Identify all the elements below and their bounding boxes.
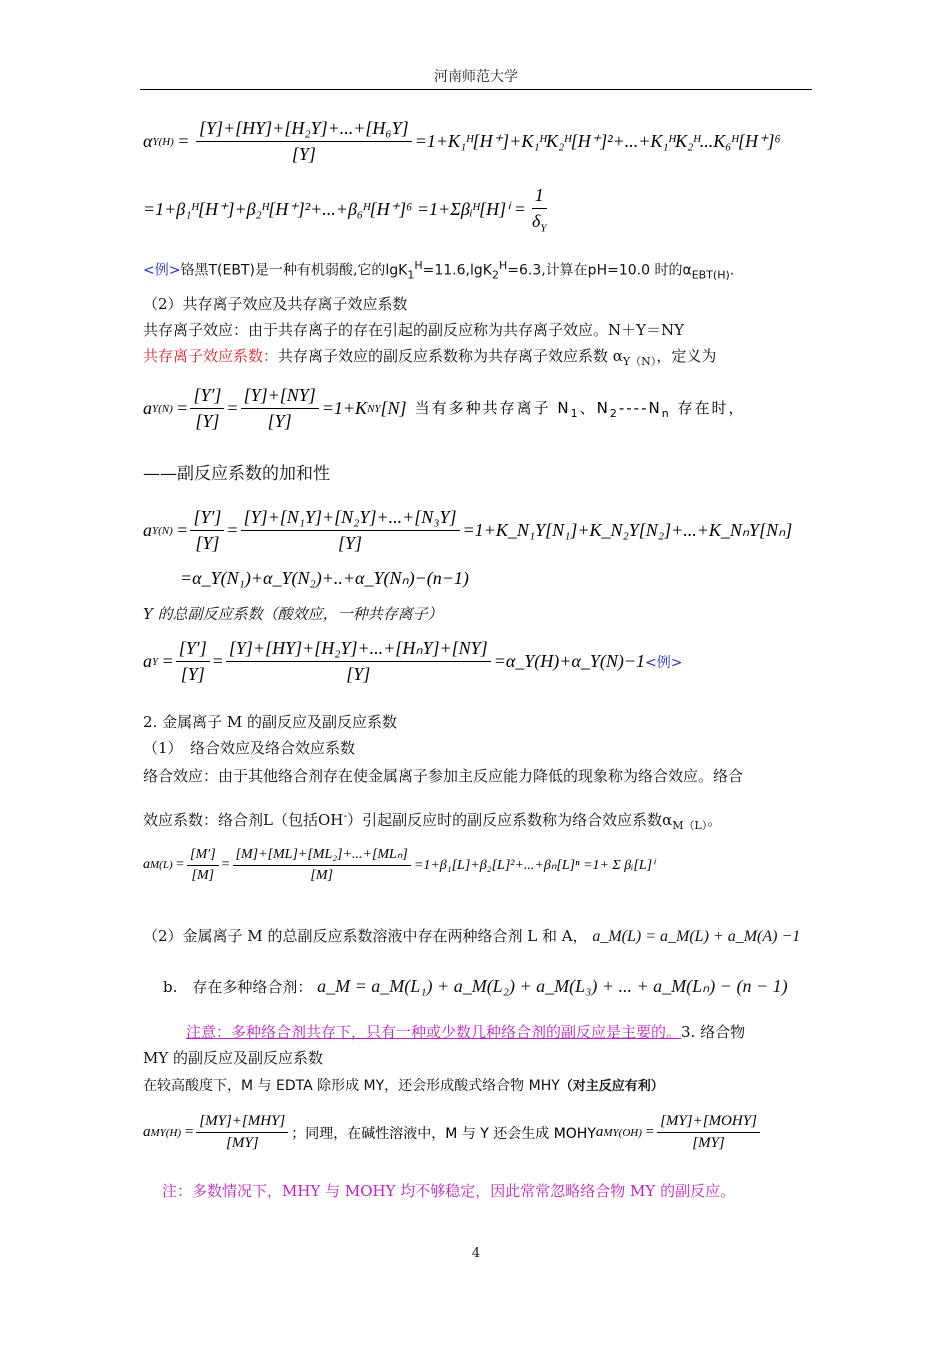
text: 、 [579,399,597,417]
subscript: 1 [407,268,415,282]
definition-complex-line2 [143,806,722,836]
fraction [196,1113,288,1152]
section-heading-complex-effect: （1） 络合效应及络合效应系数 [143,739,356,757]
formula-inline: a_M(L) = a_M(L) + a_M(A) −1 [592,928,801,945]
fraction [196,118,412,165]
denominator: [M] [191,867,215,883]
formula-beta-sum [143,185,552,235]
subscript: MY(OH) [603,1126,642,1139]
numerator: [Y]+[N₁Y]+[N₂Y]+...+[N₃Y] [241,507,460,531]
text: . [729,262,735,279]
definition-complex-line1: 络合效应：由于其他络合剂存在使金属离子参加主反应能力降低的现象称为络合效应。络合 [143,767,744,785]
subscript: Y(N) [152,524,173,537]
fraction [176,638,210,685]
additivity-heading: ——副反应系数的加和性 [143,464,330,484]
term-label: 共存离子效应系数： [143,347,279,365]
subscript: NY [367,402,381,415]
subscript: Y(N) [152,402,173,415]
formula-alpha-yn-multi: a Y(N) = $\frac{[Y']}{[Y]}$ = $\frac{\text{[Y]+[N₁Y]+[N₂Y]+...+[N₃Y]}}{[Y]}$ =1+K_N₁Y[N₁]+K_N₂Y[N₂]+...+K_NₙY[Nₙ] [143,507,793,553]
superscript: H [414,259,423,272]
text: 铬黑T(EBT)是一种有机弱酸,它的lgK [180,262,408,279]
denominator: [Y] [267,411,292,431]
fraction [187,847,219,884]
symbol-alpha: α [143,131,153,151]
superscript: - [343,809,348,822]
superscript: H [498,259,508,272]
formula-rhs: =α_Y(H)+α_Y(N)−1 [493,651,646,671]
formula-alpha-yh: α Y(H) = $\frac{\text{[Y]+[HY]+[H₂Y]+...+[H₆Y]}}{[Y]}$ =1+K₁ᴴ[H⁺]+K₁ᴴK₂ᴴ[H⁺]²+...+K₁ᴴK₂ᴴ...K₆ᴴ[H⁺]⁶ [143,118,781,164]
denominator: [Y] [195,411,220,431]
subscript: 2 [491,268,499,282]
fraction [190,507,224,554]
acid-complex-text [143,1076,664,1097]
note-text: 注意：多种络合剂共存下，只有一种或少数几种络合剂的副反应是主要的。 [186,1023,682,1041]
numerator: [Y]+[HY]+[H₂Y]+...+[HₙY]+[NY] [226,638,491,662]
fraction [529,185,550,235]
text: 共存离子效应的副反应系数称为共存离子效应系数 α [278,347,623,365]
symbol-a: a [143,857,150,872]
subscript: EBT(H) [691,268,730,282]
text: 在较高酸度下，M 与 EDTA 除形成 MY，还会形成酸式络合物 MHY [143,1078,560,1094]
subscript: n [661,407,671,420]
total-coefficient-title: Y 的总副反应系数（酸效应，一种共存离子） [143,605,443,623]
formula-rhs: =1+β₁[L]+β₂[L]²+...+βₙ[L]ⁿ =1+ Σ βᵢ[L]ⁱ [413,857,655,873]
section-heading-metal: 2. 金属离子 M 的副反应及副反应系数 [143,713,397,731]
denominator: [Y] [338,533,363,553]
formula-rhs: =1+K_N₁Y[N₁]+K_N₂Y[N₂]+...+K_NₙY[Nₙ] [462,520,793,540]
text: 3. 络合物 [681,1023,746,1041]
denominator: [Y] [195,533,220,553]
numerator: [M]+[ML]+[ML₂]+...+[MLₙ] [233,846,411,866]
formula-rhs: =1+K₁ᴴ[H⁺]+K₁ᴴK₂ᴴ[H⁺]²+...+K₁ᴴK₂ᴴ...K₆ᴴ[H⁺]⁶ [414,131,781,151]
section-heading-coexist: （2）共存离子效应及共存离子效应系数 [143,295,408,313]
ion-label: N [557,399,571,417]
denominator: [M] [310,868,333,883]
symbol-a: a [143,651,152,671]
symbol-a: a [143,1124,151,1140]
subscript: 1 [570,407,580,420]
fraction [190,385,224,432]
definition-coexist: 共存离子效应：由于共存离子的存在引起的副反应称为共存离子效应。N＋Y＝NY [143,321,685,339]
fraction [657,1113,760,1152]
text: b. 存在多种络合剂： [163,978,313,996]
final-note: 注：多数情况下，MHY 与 MOHY 均不够稳定，因此常常忽略络合物 MY 的副反应。 [162,1182,736,1200]
numerator: [M′] [187,847,219,866]
numerator: 1 [532,185,547,209]
numerator: [Y′] [176,638,210,662]
subscript: Y(H) [152,135,174,148]
section-heading-my: MY 的副反应及副反应系数 [143,1049,324,1067]
formula-alpha-yn: a Y(N) = $\frac{[Y']}{[Y]}$ = $\frac{[Y]+[NY]}{[Y]}$ =1+K NY [N] 当有多种共存离子 $N_1$、$N_2----N_n$ 存在时， [143,385,746,431]
formula-alpha-y-total: a Y = $\frac{[Y']}{[Y]}$ = $\frac{\text{[Y]+[HY]+[H₂Y]+...+[HₙY]+[NY]}}{[Y]}$ =α_Y(H)+α_Y(N)−1 <例> [143,638,683,684]
header-divider [140,89,812,90]
example-link[interactable]: <例> [645,654,683,671]
example-link[interactable]: <例> [143,262,181,279]
page-number: 4 [471,1246,481,1261]
formula-text: =1+β₁ᴴ[H⁺]+β₂ᴴ[H⁺]²+...+β₆ᴴ[H⁺]⁶ =1+Σβᵢᴴ[H]ⁱ = [143,199,526,220]
symbol-a: a [595,1124,604,1140]
ion-label: N [596,399,610,417]
fraction [233,846,411,884]
denominator: [Y] [291,144,316,164]
text: 当有多种共存离子 [414,399,551,417]
text: 效应系数：络合剂L（包括OH [143,811,344,829]
formula-inline: a_M = a_M(L₁) + a_M(L₂) + a_M(L₃) + ... + a_M(Lₙ) − (n − 1) [317,976,788,996]
text: =11.6,lgK [422,262,492,279]
subscript: M(L) [150,859,173,871]
subscript: Y [540,222,547,235]
formula-rhs: =1+K [321,398,368,418]
formula-rhs: [N] [380,398,407,418]
denominator: [Y] [346,664,371,684]
subscript: Y [152,655,159,668]
numerator: [Y]+[HY]+[H₂Y]+...+[H₆Y] [196,118,412,142]
numerator: [Y′] [190,385,224,409]
multiple-ligands [163,976,788,997]
text: （2）金属离子 M 的总副反应系数溶液中存在两种络合剂 L 和 A， [143,927,588,945]
formula-alpha-ml: a M(L) = $\frac{[M']}{[M]}$ = $\frac{\text{[M]+[ML]+[ML₂]+...+[MLₙ]}}{[M]}$ =1+β₁[L]+β₂[L]²+...+βₙ[L]ⁿ =1+ Σ βᵢ[L]ⁱ [143,846,655,883]
denominator: [Y] [180,664,205,684]
numerator: [MY]+[MHY] [196,1113,288,1133]
fraction [241,385,319,432]
formula-alpha-my: a MY(H) = $\frac{\text{[MY]+[MHY]}}{[MY]}$ ；同理，在碱性溶液中，M 与 Y 还会生成 MOHY a MY(OH) = $\frac{\text{[MY]+[MOHY]}}{[MY]}$ [143,1113,763,1152]
total-metal-coefficient [143,926,800,947]
text: ，定义为 [656,347,717,365]
numerator: [Y]+[NY] [241,385,319,409]
denominator [529,209,550,235]
subscript: Y（N） [622,355,657,368]
page-header: 河南师范大学 [434,69,518,85]
symbol-a: a [143,398,152,418]
definition-coexist-coefficient [143,346,716,372]
text: ）引起副反应时的副反应系数称为络合效应系数α [347,811,673,829]
denominator: [MY] [226,1135,259,1151]
text: ；同理，在碱性溶液中，M 与 Y 还会生成 MOHY [291,1125,596,1142]
emphasis: （对主反应有利） [559,1079,664,1094]
delta-symbol: δ [531,211,541,231]
numerator: [MY]+[MOHY] [657,1113,760,1133]
formula-alpha-sum: =α_Y(N₁)+α_Y(N₂)+..+α_Y(Nₙ)−(n−1) [180,568,469,588]
text: 存在时， [677,399,746,417]
text: 。 [707,811,723,829]
text: ---- [618,399,649,417]
note-main-ligand [186,1022,745,1042]
subscript: MY(H) [150,1126,182,1139]
subscript: M（L） [672,819,708,832]
numerator: [Y′] [190,507,224,531]
example-ebt [143,256,734,285]
denominator: [MY] [692,1135,725,1151]
fraction [226,638,491,685]
fraction [241,507,460,554]
subscript: 2 [609,407,619,420]
ion-label: N [648,399,662,417]
symbol-a: a [143,520,152,540]
text: =6.3,计算在pH=10.0 时的α [507,262,692,279]
